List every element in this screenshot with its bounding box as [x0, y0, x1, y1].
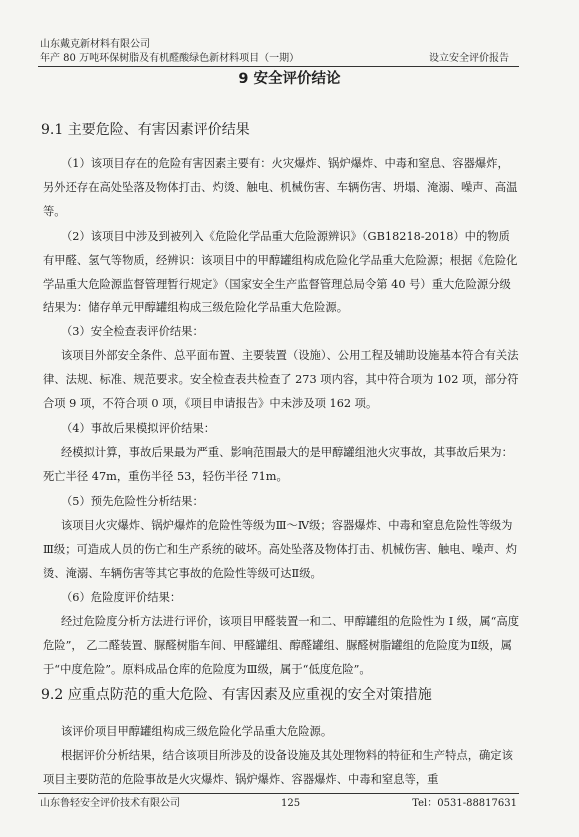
paragraph: 经过危险度分析方法进行评价，该项目甲醛装置一和二、甲醇罐组的危险性为 Ⅰ 级，属“高度危险”， 乙二醛装置、脲醛树脂车间、甲醛罐组、醇醛罐组、脲醛树脂罐组的危险度为Ⅱ级，属于“中度危险”。原料成品仓库的危险度为Ⅲ级，属于“低度危险”。 — [43, 615, 520, 676]
paragraph: （3）安全检查表评价结果： — [61, 325, 204, 338]
paragraph: 该评价项目甲醇罐组构成三级危险化学品重大危险源。 — [61, 725, 333, 738]
header-project: 年产 80 万吨环保树脂及有机醛酸绿色新材料项目（一期） — [40, 53, 300, 64]
paragraph: （1）该项目存在的危险有害因素主要有：火灾爆炸、锅炉爆炸、中毒和窒息、容器爆炸，另外还存在高处坠落及物体打击、灼烫、触电、机械伤害、车辆伤害、坍塌、淹溺、噪声、高温等。 — [43, 157, 518, 218]
paragraph: （6）危险度评价结果： — [61, 591, 182, 604]
chapter-title: 9 安全评价结论 — [238, 71, 341, 87]
paragraph: 该项目外部安全条件、总平面布置、主要装置（设施）、公用工程及辅助设施基本符合有关法律、法规、标准、规范要求。安全检查表共检查了 273 项内容，其中符合项为 102 项，部分符合项 9 项，不符合项 0 项，《项目申请报告》中未涉及项 162 项。 — [43, 349, 519, 410]
page-number: 125 — [281, 798, 301, 809]
footer-org: 山东鲁轻安全评价技术有限公司 — [40, 798, 180, 809]
section-heading: 9.1 主要危险、有害因素评价结果 — [41, 122, 250, 138]
paragraph: （4）事故后果模拟评价结果： — [61, 422, 216, 435]
paragraph: 经模拟计算，事故后果最为严重、影响范围最大的是甲醇罐组池火灾事故，其事故后果为：死亡半径 47m，重伤半径 53，轻伤半径 71m。 — [43, 446, 513, 483]
paragraph: （5）预先危险性分析结果： — [61, 495, 204, 508]
footer-tel: Tel：0531-88817631 — [412, 798, 517, 809]
footer-rule — [38, 793, 519, 794]
paragraph: （2）该项目中涉及到被列入《危险化学品重大危险源辨识》（GB18218-2018）中的物质有甲醛、氢气等物质，经辨识：该项目中的甲醇罐组构成危险化学品重大危险源；根据《危险化学品重大危险源监督管理暂行规定》（国家安全生产监督管理总局令第 40 号）重大危险源分级结果为：储存单元甲醇罐组构成三级危险化学品重大危险源。 — [43, 230, 518, 315]
section-heading: 9.2 应重点防范的重大危险、有害因素及应重视的安全对策措施 — [41, 687, 432, 703]
header-doc-type: 设立安全评价报告 — [429, 53, 509, 64]
header-company: 山东戴克新材料有限公司 — [40, 39, 150, 50]
paragraph: 该项目火灾爆炸、锅炉爆炸的危险性等级为Ⅲ～Ⅳ级；容器爆炸、中毒和窒息危险性等级为Ⅲ级；可造成人员的伤亡和生产系统的破坏。高处坠落及物体打击、机械伤害、触电、噪声、灼烫、淹溺、车辆伤害等其它事故的危险性等级可达Ⅱ级。 — [43, 519, 518, 580]
header-rule — [38, 66, 519, 67]
paragraph: 根据评价分析结果，结合该项目所涉及的设备设施及其处理物料的特征和生产特点，确定该项目主要防范的危险事故是火灾爆炸、锅炉爆炸、容器爆炸、中毒和窒息等，重 — [43, 749, 513, 786]
